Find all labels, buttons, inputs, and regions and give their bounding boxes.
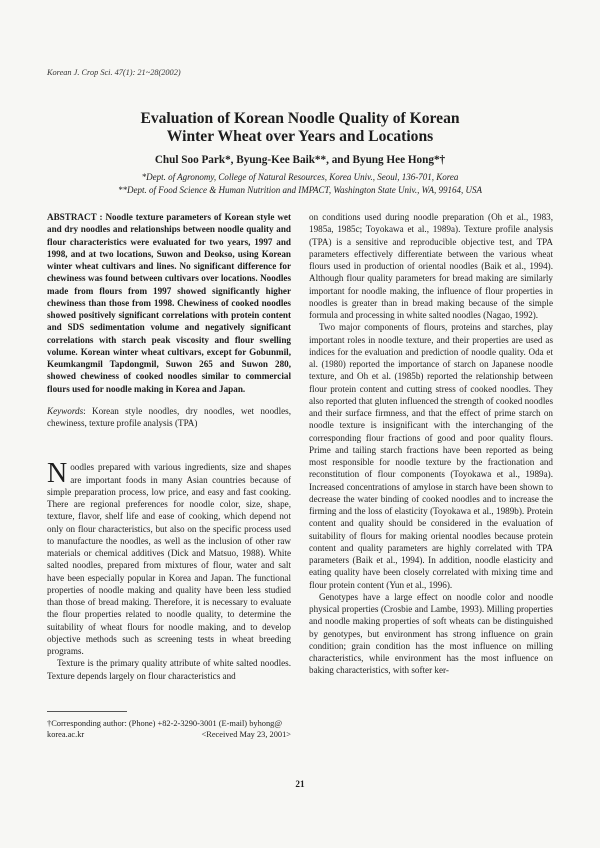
- title-line-1: Evaluation of Korean Noodle Quality of Korean: [140, 110, 460, 127]
- footnote-rule: [47, 711, 127, 712]
- author-list: Chul Soo Park*, Byung-Kee Baik**, and Byung Hee Hong*†: [154, 154, 446, 166]
- keywords-text: : Korean style noodles, dry noodles, wet noodles, chewiness, texture profile analysis (TPA): [47, 405, 291, 428]
- received-date: <Received May 23, 2001>: [201, 730, 291, 739]
- left-column: [47, 211, 291, 682]
- body-paragraph: Texture is the primary quality attribute of white salted noodles. Texture depends largely on flour characteristics and: [47, 658, 291, 681]
- corresponding-author: †Corresponding author: (Phone) +82-2-3290-3001 (E-mail) byhong@ korea.ac.kr: [47, 719, 283, 739]
- keywords: [47, 405, 291, 430]
- body-paragraph: Genotypes have a large effect on noodle color and noodle physical properties (Crosbie and Lambe, 1993). Milling properties and noodle making properties of soft wheats can be distinguished by genotypes, but environment has strong influence on grain condition; grain condition has the most influence on milling characteristics, while environment has the most influence on baking characteristics, with softer ker-: [309, 591, 553, 676]
- affiliation-1: *Dept. of Agronomy, College of Natural Resources, Korea Univ., Seoul, 136-701, Korea: [141, 172, 459, 182]
- abstract: ABSTRACT : Noodle texture parameters of Korean style wet and dry noodles and relationships between noodle quality and flour characteristics were evaluated for two years, 1997 and 1998, and at two locations, Suwon and Deokso, using Korean winter wheat cultivars and lines. No significant difference for chewiness was found between cultivars over locations. Noodles made from flours from 1997 showed significantly higher chewiness than those from 1998. Chewiness of cooked noodles showed positively significant correlations with protein content and SDS sedimentation volume and negatively significant correlations with starch peak viscosity and flour swelling volume. Korean winter wheat cultivars, except for Gobunmil, Keumkangmil Tapdongmil, Suwon 265 and Suwon 280, showed chewiness of cooked noodles similar to commercial flours used for noodle making in Korea and Japan.: [47, 212, 291, 394]
- body-paragraph: on conditions used during noodle preparation (Oh et al., 1983, 1985a, 1985c; Toyokawa et al., 1989a). Texture profile analysis (TPA) is a sensitive and reproducible objective test, and TPA parameters effectively differentiate between the various wheat flours used in production of oriental noodles (Baik et al., 1994). Although flour quality parameters for bread making are similarly important for noodle making, the influence of flour properties in noodles is greater than in bread making because of the simple formula and processing in white salted noodles (Nagao, 1992).: [309, 212, 553, 320]
- right-column: [309, 211, 553, 677]
- affiliation-2: **Dept. of Food Science & Human Nutrition and IMPACT, Washington State Univ., WA, 99164, USA: [117, 185, 482, 195]
- journal-citation: Korean J. Crop Sci. 47(1): 21~28(2002): [47, 68, 181, 77]
- body-paragraph: [47, 458, 291, 657]
- corresponding-author-footnote: [47, 718, 291, 740]
- body-paragraph: Two major components of flours, proteins and starches, play important roles in noodle texture, and their properties are used as indices for the evaluation and prediction of noodle quality. Oda et al. (1980) reported the importance of starch on Japanese noodle texture, and Oh et al. (1985b) reported the relationship between flour protein content and cutting stress of cooked noodles. They also reported that gluten influenced the strength of cooked noodles and their surface firmness, and that the effect of prime starch on noodle texture is insignificant with the interchanging of the corresponding flour fractions of good and poor quality flours. Prime and tailing starch fractions have been reported as being most responsible for noodle texture by the fractionation and reconstitution of flour components (Toyokawa et al., 1989a). Increased concentrations of amylose in starch have been shown to decrease the water binding of cooked noodles and to increase the firming and the loss of elasticity (Toyokawa et al., 1989b). Protein content and quality should be considered in the evaluation of suitability of flours for making oriental noodles because protein content and quality parameters are highly correlated with TPA parameters (Baik et al., 1994). In addition, noodle elasticity and eating quality have been closely correlated with mixing time and flour protein content (Yun et al., 1996).: [309, 322, 553, 590]
- page-number: 21: [295, 779, 305, 789]
- body-text: oodles prepared with various ingredients, size and shapes are important foods in many Asian countries because of simple preparation process, low price, and easy and fast cooking. There are regional preferences for noodle color, size, shape, texture, flavor, shelf life and ease of cooking, which depend not only on flour characteristics, but also on the specific process used to manufacture the noodles, as well as the inclusion of other raw materials or chemical additives (Dick and Matsuo, 1988). White salted noodles, prepared from mixtures of flour, water and salt have been especially popular in Korea and Japan. The functional properties of noodle making and quality have been less studied than those of bread making. Therefore, it is necessary to evaluate the flour properties related to noodle quality, to determine the suitability of wheat flours for noodle making, and to develop objective methods such as screening tests in wheat breeding programs.: [47, 462, 291, 656]
- drop-cap: N: [47, 458, 68, 490]
- keywords-label: Keywords: [47, 405, 84, 416]
- article-title: [40, 110, 560, 146]
- title-line-2: Winter Wheat over Years and Locations: [166, 128, 434, 145]
